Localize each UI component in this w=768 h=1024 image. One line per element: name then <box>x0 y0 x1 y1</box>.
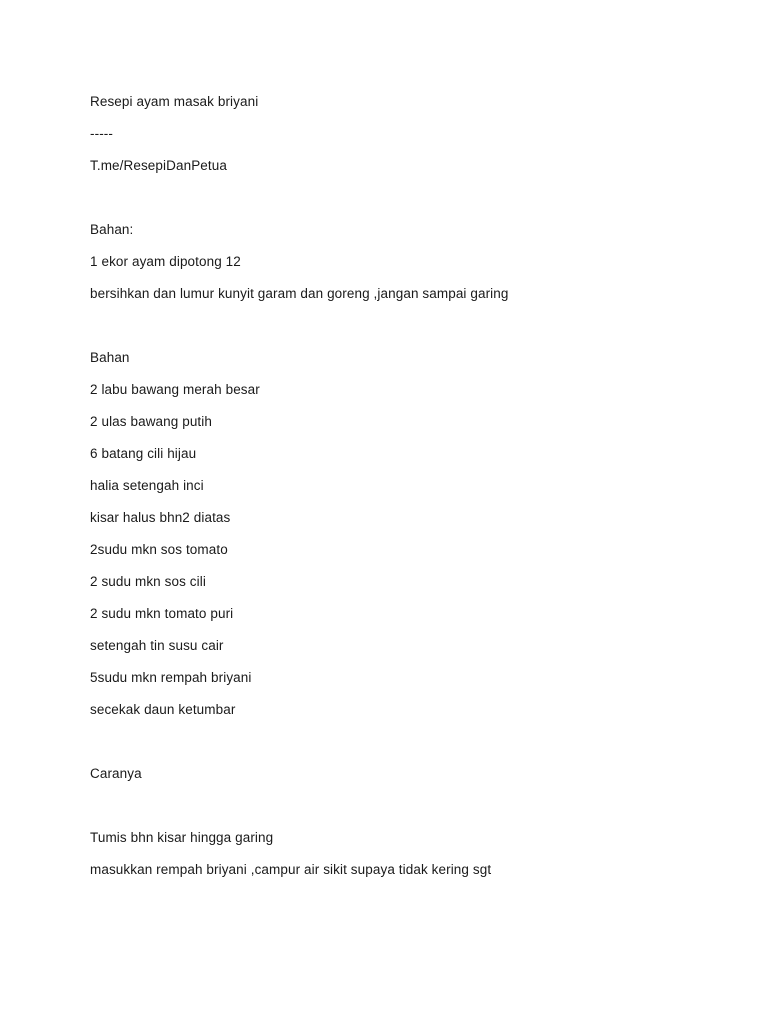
blank-line <box>90 796 710 828</box>
ingredient-item: 2 sudu mkn sos cili <box>90 574 206 589</box>
section-heading: Caranya <box>90 766 142 781</box>
ingredient-item: 2 labu bawang merah besar <box>90 382 260 397</box>
ingredient-item: 2 ulas bawang putih <box>90 414 212 429</box>
section-heading: Bahan <box>90 350 130 365</box>
separator: ----- <box>90 126 113 141</box>
ingredient-item: bersihkan dan lumur kunyit garam dan goreng ,jangan sampai garing <box>90 286 509 301</box>
blank-line <box>90 732 710 764</box>
ingredient-item: kisar halus bhn2 diatas <box>90 510 231 525</box>
section-heading: Bahan: <box>90 222 134 237</box>
source-link: T.me/ResepiDanPetua <box>90 158 227 173</box>
method-step: masukkan rempah briyani ,campur air sikit supaya tidak kering sgt <box>90 862 492 877</box>
blank-line <box>90 316 710 348</box>
document-body <box>90 92 710 892</box>
ingredient-item: setengah tin susu cair <box>90 638 224 653</box>
document-title: Resepi ayam masak briyani <box>90 94 259 109</box>
ingredient-item: halia setengah inci <box>90 478 204 493</box>
blank-line <box>90 188 710 220</box>
ingredient-item: 1 ekor ayam dipotong 12 <box>90 254 241 269</box>
ingredient-item: secekak daun ketumbar <box>90 702 236 717</box>
ingredient-item: 2sudu mkn sos tomato <box>90 542 228 557</box>
ingredient-item: 6 batang cili hijau <box>90 446 197 461</box>
method-step: Tumis bhn kisar hingga garing <box>90 830 274 845</box>
ingredient-item: 2 sudu mkn tomato puri <box>90 606 234 621</box>
ingredient-item: 5sudu mkn rempah briyani <box>90 670 252 685</box>
